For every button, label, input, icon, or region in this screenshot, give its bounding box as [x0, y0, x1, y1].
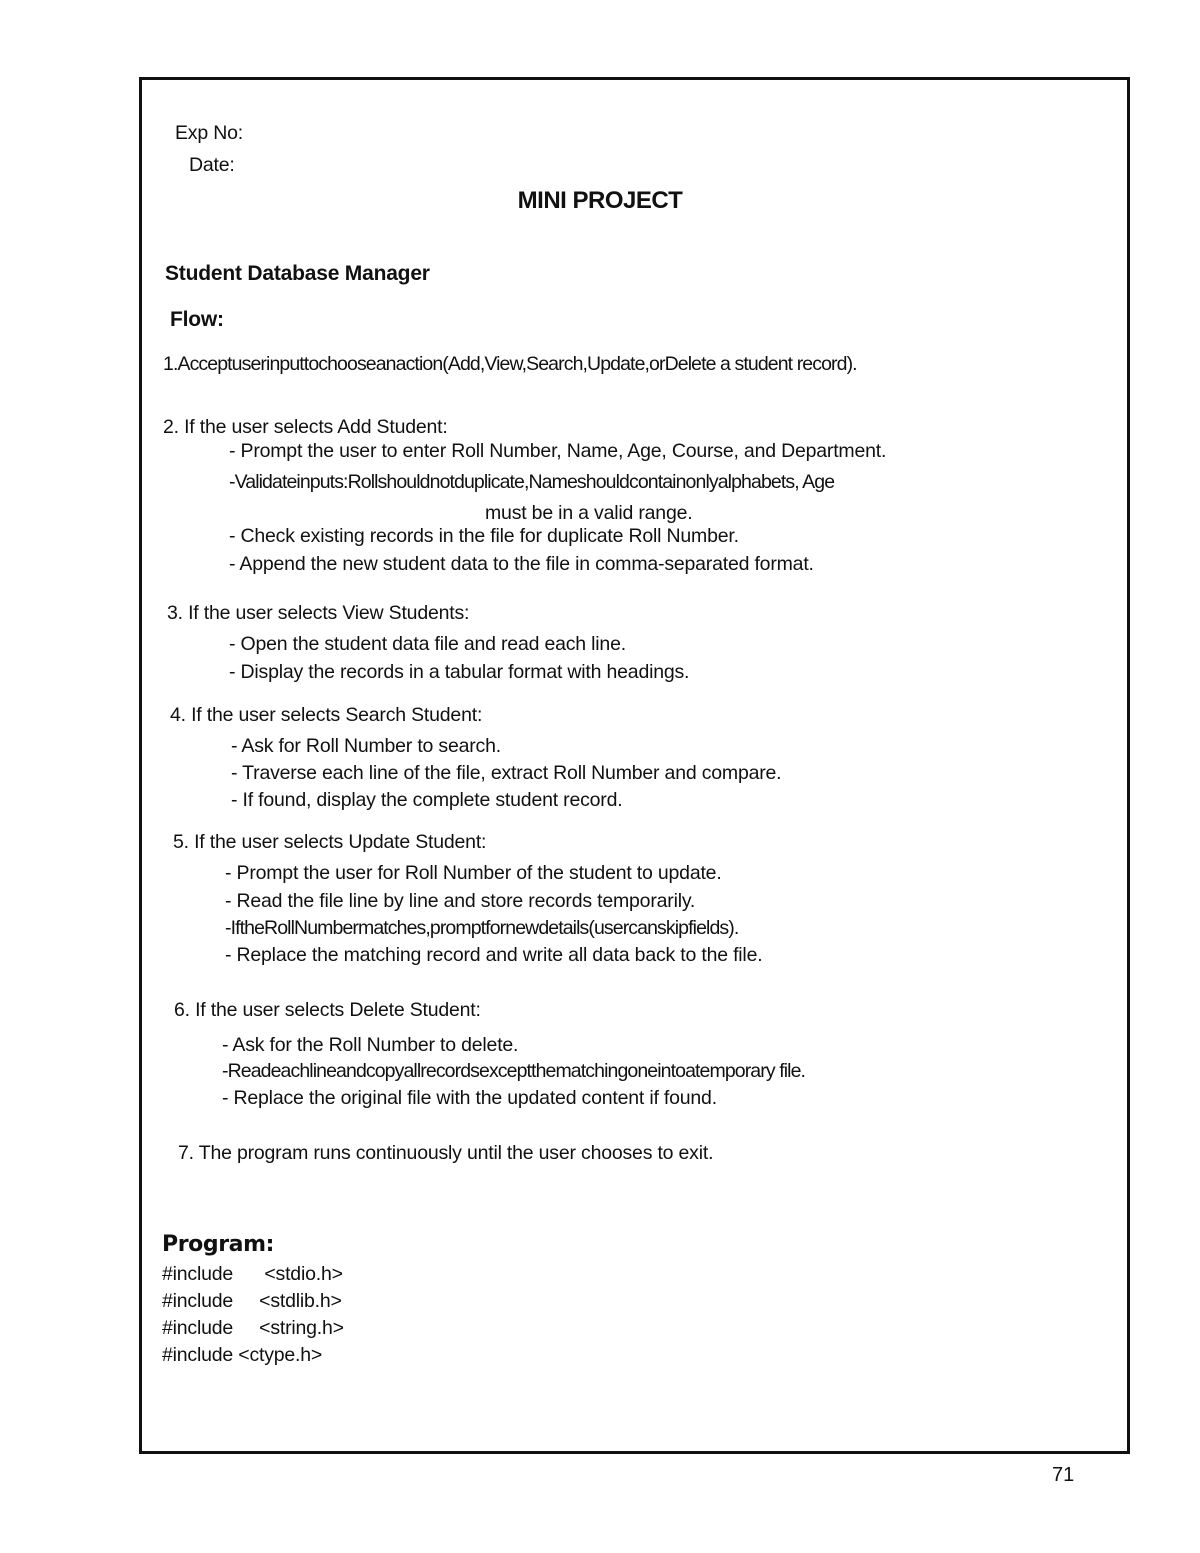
flow-heading: Flow:: [170, 308, 224, 331]
step-5-line-4: - Replace the matching record and write all data back to the file.: [225, 944, 763, 966]
step-6-line-1: - Ask for the Roll Number to delete.: [222, 1034, 519, 1056]
step-2-line-4: - Append the new student data to the file in comma-separated format.: [229, 553, 814, 575]
code-line: #include <stdio.h>: [162, 1263, 343, 1285]
step-7: 7. The program runs continuously until the user chooses to exit.: [178, 1142, 714, 1164]
step-2-heading: 2. If the user selects Add Student:: [163, 416, 448, 438]
step-4-heading: 4. If the user selects Search Student:: [170, 704, 483, 726]
code-line: #include <ctype.h>: [162, 1344, 323, 1366]
step-3-line-2: - Display the records in a tabular format with headings.: [229, 661, 690, 683]
step-4-line-2: - Traverse each line of the file, extract Roll Number and compare.: [231, 762, 782, 784]
exp-no-label: Exp No:: [175, 122, 243, 144]
program-heading: Program:: [162, 1232, 275, 1257]
step-1: 1.Acceptuserinputtochooseanaction(Add,View,Search,Update,orDelete a student record).: [163, 353, 857, 375]
date-label: Date:: [189, 154, 235, 176]
project-name: Student Database Manager: [165, 262, 430, 285]
step-5-line-1: - Prompt the user for Roll Number of the student to update.: [225, 862, 722, 884]
step-3-line-1: - Open the student data file and read each line.: [229, 633, 626, 655]
step-2-line-2-cont: must be in a valid range.: [485, 502, 693, 524]
code-line: #include <stdlib.h>: [162, 1290, 342, 1312]
step-5-line-3: -IftheRollNumbermatches,promptfornewdetails(usercanskipfields).: [225, 917, 739, 939]
step-5-line-2: - Read the file line by line and store records temporarily.: [225, 890, 696, 912]
step-4-line-3: - If found, display the complete student record.: [231, 789, 623, 811]
step-3-heading: 3. If the user selects View Students:: [167, 602, 470, 624]
step-6-heading: 6. If the user selects Delete Student:: [174, 999, 481, 1021]
step-6-line-3: - Replace the original file with the updated content if found.: [222, 1087, 717, 1109]
page-title: MINI PROJECT: [517, 187, 683, 214]
step-4-line-1: - Ask for Roll Number to search.: [231, 735, 501, 757]
step-6-line-2: -Readeachlineandcopyallrecordsexceptthematchingoneintoatemporary file.: [222, 1060, 806, 1082]
step-2-line-1: - Prompt the user to enter Roll Number, Name, Age, Course, and Department.: [229, 440, 887, 462]
code-line: #include <string.h>: [162, 1317, 344, 1339]
page-number: 71: [1052, 1464, 1075, 1486]
step-2-line-3: - Check existing records in the file for duplicate Roll Number.: [229, 525, 739, 547]
step-2-line-2: -Validateinputs:Rollshouldnotduplicate,Nameshouldcontainonlyalphabets, Age: [229, 471, 835, 493]
step-5-heading: 5. If the user selects Update Student:: [173, 831, 487, 853]
